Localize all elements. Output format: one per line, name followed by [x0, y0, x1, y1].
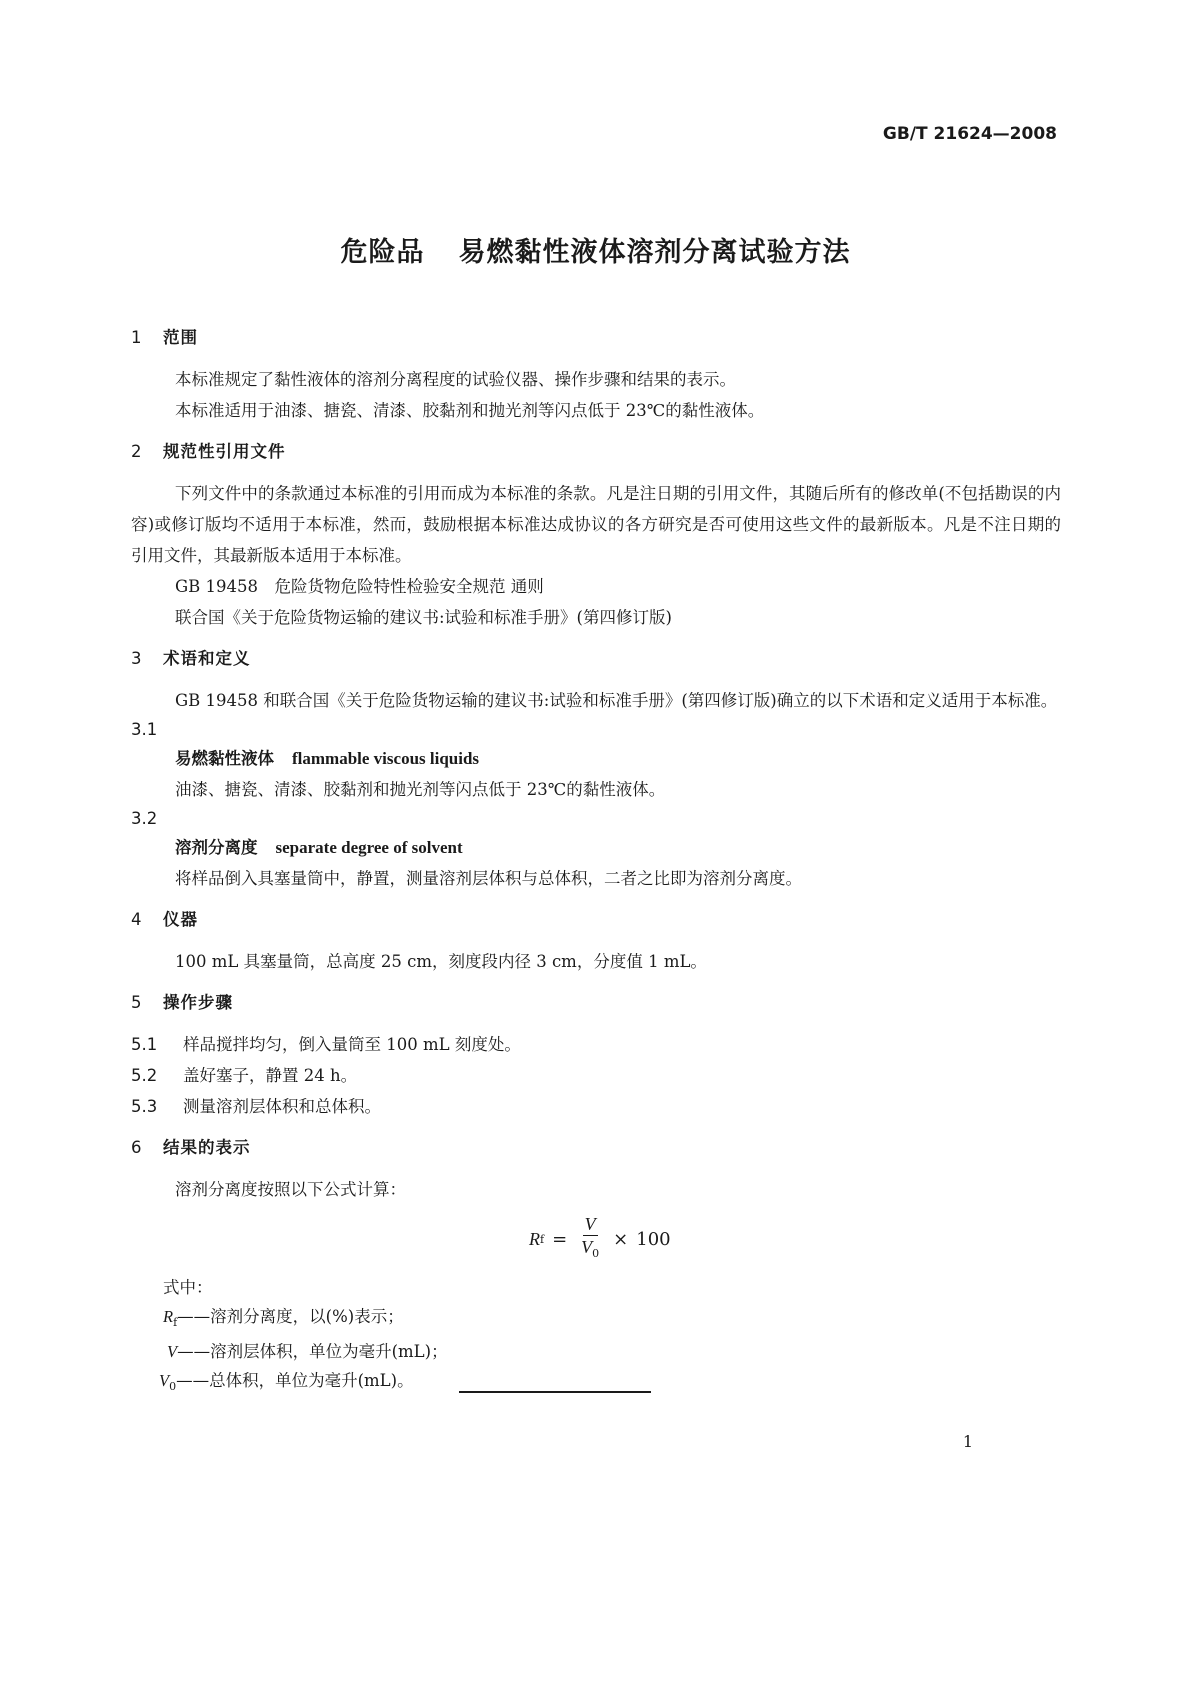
paragraph: 溶剂分离度按照以下公式计算：: [175, 1180, 406, 1199]
term-number: 3.2: [131, 809, 158, 828]
paragraph: 本标准适用于油漆、搪瓷、清漆、胶黏剂和抛光剂等闪点低于 23℃的黏性液体。: [175, 401, 765, 420]
section-heading: 3 术语和定义: [131, 649, 251, 668]
fraction: $\frac{V}{V_0}$: [581, 1214, 600, 1260]
formula-legend-row: V——溶剂层体积，单位为毫升(mL)；: [167, 1342, 448, 1361]
section-scope: [131, 326, 1061, 426]
term-number: 3.1: [131, 720, 158, 739]
formula: R f = $\frac{V}{V_0}$ × 100: [131, 1207, 1061, 1267]
page-number: 1: [962, 1432, 973, 1451]
section-heading: 2 规范性引用文件: [131, 442, 286, 461]
section-heading: 6 结果的表示: [131, 1138, 251, 1157]
procedure-step: 5.2 盖好塞子，静置 24 h。: [131, 1066, 358, 1085]
procedure-step: 5.3 测量溶剂层体积和总体积。: [131, 1097, 381, 1116]
formula-legend-row: $V_0——$总体积，单位为毫升(mL)。: [159, 1371, 414, 1393]
title-right: 易燃黏性液体溶剂分离试验方法: [458, 237, 851, 268]
formula-legend-row: $R_f——$溶剂分离度，以(%)表示；: [163, 1307, 404, 1329]
term-entry: [131, 833, 1061, 863]
reference-item: 联合国《关于危险货物运输的建议书:试验和标准手册》(第四修订版): [175, 608, 672, 627]
document-title: [0, 230, 1191, 269]
section-results: [131, 1136, 1061, 1401]
section-procedure: [131, 991, 1061, 1122]
end-rule: [459, 1391, 651, 1393]
term-entry: [131, 744, 1061, 774]
section-terms-definitions: [131, 647, 1061, 894]
reference-item: GB 19458 危险货物危险特性检验安全规范 通则: [175, 577, 544, 596]
section-heading: 5 操作步骤: [131, 993, 233, 1012]
term-definition: 将样品倒入具塞量筒中，静置，测量溶剂层体积与总体积，二者之比即为溶剂分离度。: [175, 869, 802, 888]
document-body: [131, 326, 1061, 1411]
term-english: separate degree of solvent: [275, 838, 463, 857]
procedure-step: 5.1 样品搅拌均匀，倒入量筒至 100 mL 刻度处。: [131, 1035, 521, 1054]
formula-where: 式中：: [163, 1278, 213, 1297]
term-english: flammable viscous liquids: [292, 749, 480, 768]
standard-code: GB/T 21624—2008: [882, 124, 1057, 144]
paragraph: 下列文件中的条款通过本标准的引用而成为本标准的条款。凡是注日期的引用文件，其随后所有的修改单(不包括勘误的内容)或修订版均不适用于本标准，然而，鼓励根据本标准达成协议的各方研究是否可使用这些文件的最新版本。凡是不注日期的引用文件，其最新版本适用于本标准。: [131, 484, 1061, 565]
section-normative-references: [131, 440, 1061, 633]
term-chinese: 溶剂分离度: [175, 838, 258, 857]
term-chinese: 易燃黏性液体: [175, 749, 274, 768]
paragraph: 100 mL 具塞量筒，总高度 25 cm，刻度段内径 3 cm，分度值 1 mL。: [175, 952, 707, 971]
section-heading: 4 仪器: [131, 910, 198, 929]
paragraph: 本标准规定了黏性液体的溶剂分离程度的试验仪器、操作步骤和结果的表示。: [175, 370, 736, 389]
title-left: 危险品: [340, 237, 425, 268]
term-definition: 油漆、搪瓷、清漆、胶黏剂和抛光剂等闪点低于 23℃的黏性液体。: [175, 780, 666, 799]
section-apparatus: [131, 908, 1061, 977]
section-heading: 1 范围: [131, 328, 198, 347]
paragraph: GB 19458 和联合国《关于危险货物运输的建议书:试验和标准手册》(第四修订版)确立的以下术语和定义适用于本标准。: [175, 691, 1058, 710]
